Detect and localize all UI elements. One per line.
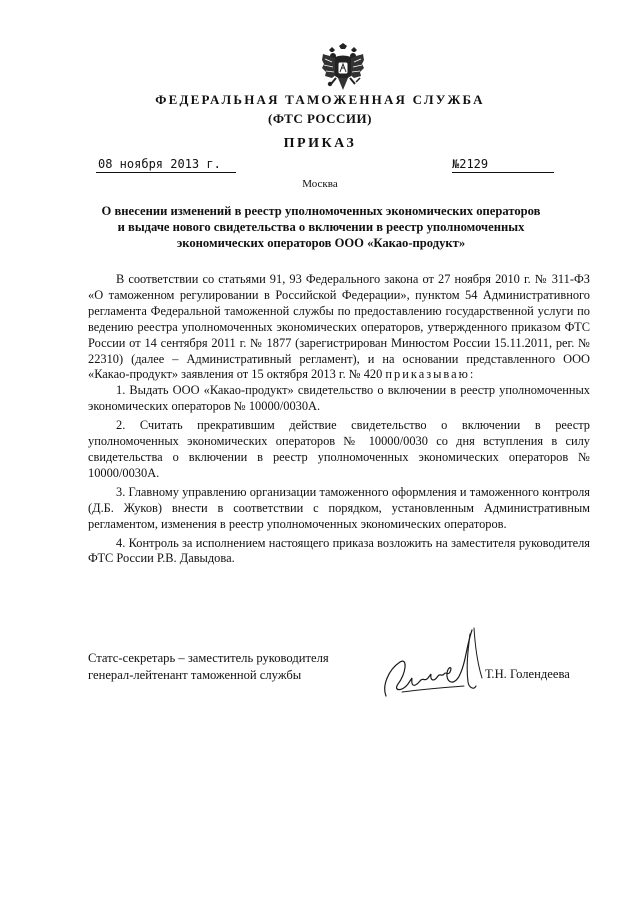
eagle-emblem-icon <box>320 42 366 94</box>
order-body <box>88 272 590 567</box>
order-item-2: 2. Считать прекратившим действие свидетельство о включении в реестр уполномоченных экономических операторов № 10000/0030 со дня вступления в силу свидетельства о включении в реестр уполномоченных экономических операторов № 10000/0030А. <box>88 418 590 480</box>
signature-icon <box>378 626 494 706</box>
preamble-paragraph <box>88 272 590 383</box>
subject-line: экономических операторов ООО «Какао-продукт» <box>176 236 466 250</box>
order-item-1: 1. Выдать ООО «Какао-продукт» свидетельство о включении в реестр уполномоченных экономических операторов № 10000/0030А. <box>88 383 590 414</box>
subject-line: О внесении изменений в реестр уполномоченных экономических операторов <box>101 204 541 218</box>
issue-city: Москва <box>302 178 338 190</box>
order-date: 08 ноября 2013 г. <box>96 157 236 173</box>
organization-title: ФЕДЕРАЛЬНАЯ ТАМОЖЕННАЯ СЛУЖБА <box>155 92 485 107</box>
subject-line: и выдаче нового свидетельства о включении в реестр уполномоченных <box>117 220 525 234</box>
organization-short-name: (ФТС РОССИИ) <box>268 111 372 126</box>
signatory-role-line: Статс-секретарь – заместитель руководителя <box>88 651 329 665</box>
order-item-3: 3. Главному управлению организации таможенного оформления и таможенного контроля (Д.Б. Жуков) внести в соответствии с порядком, установленным Административным регламентом, изменения в реестр уполномоченных экономических операторов. <box>88 484 590 531</box>
order-word: приказываю: <box>385 367 476 382</box>
signatory-role-line: генерал-лейтенант таможенной службы <box>88 668 302 682</box>
preamble-text: В соответствии со статьями 91, 93 Федерального закона от 27 ноября 2010 г. № 311-ФЗ «О таможенном регулировании в Российской Федерации», пунктом 54 Административного регламента Федеральной таможенной службы по предоставлению государственной услуги по ведению реестра уполномоченных экономических операторов, утвержденного приказом ФТС России от 14 сентября 2011 г. № 1877 (зарегистрирован Минюстом России 15.11.2011, рег. № 22310) (далее – Административный регламент), и на основании представленного ООО «Какао-продукт» заявления от 15 октября 2013 г. № 420 <box>88 272 590 382</box>
order-item-4: 4. Контроль за исполнением настоящего приказа возложить на заместителя руководителя ФТС России Р.В. Давыдова. <box>88 535 590 566</box>
signatory-name: Т.Н. Голендеева <box>485 667 570 681</box>
document-type: ПРИКАЗ <box>283 136 357 151</box>
order-subject <box>86 203 556 251</box>
signatory-position <box>88 650 388 684</box>
order-number: №2129 <box>452 157 554 173</box>
